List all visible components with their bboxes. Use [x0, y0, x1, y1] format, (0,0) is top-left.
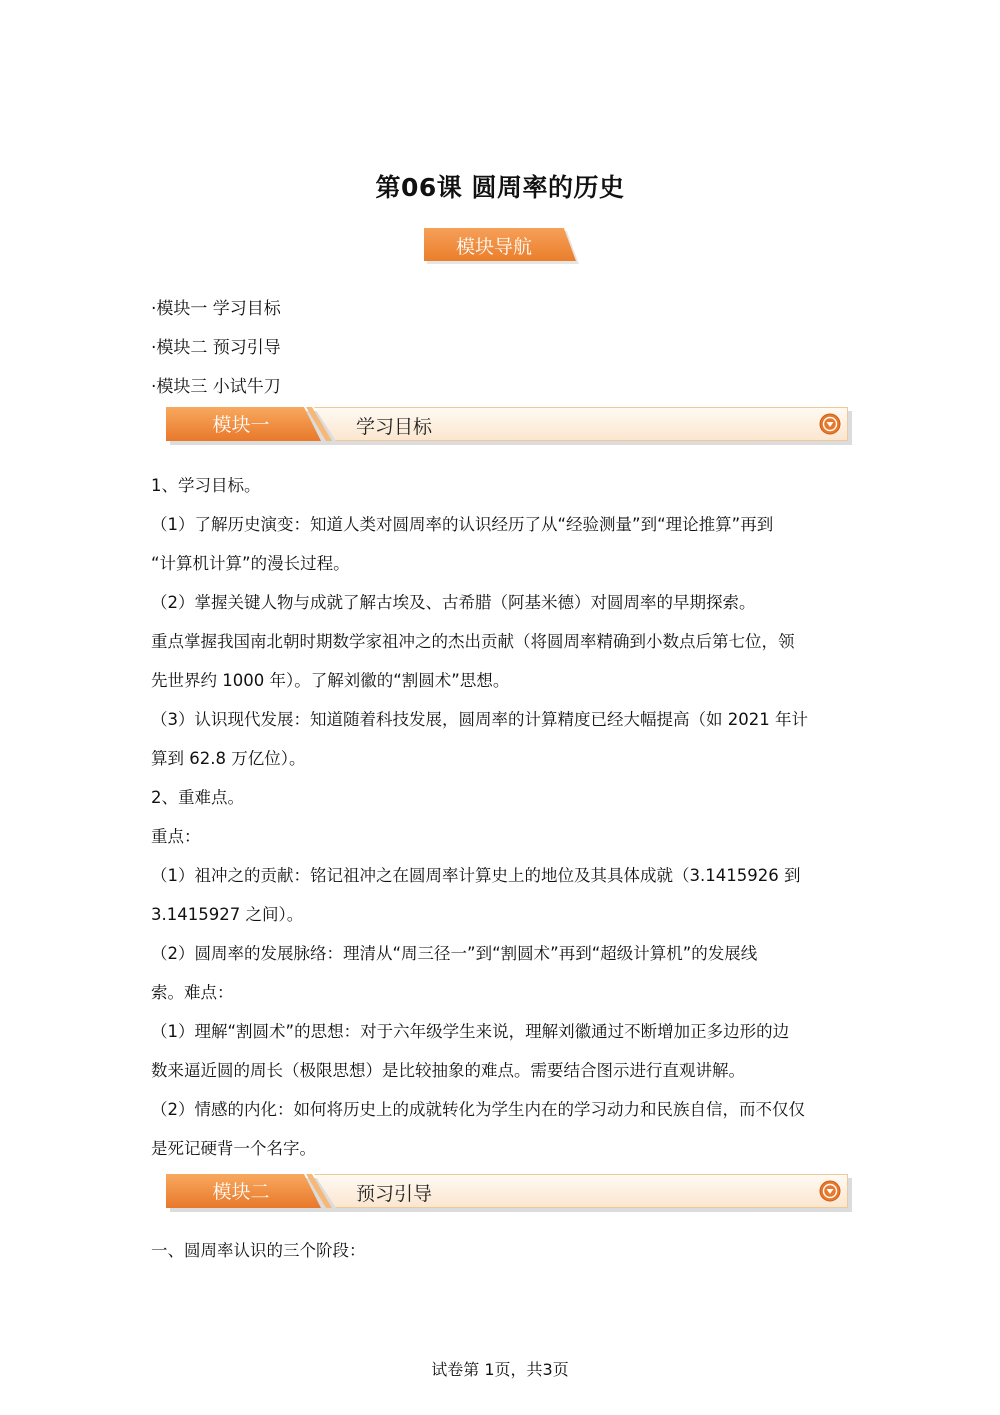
module1-title: 学习目标: [356, 416, 433, 438]
line-15: （1）理解“割圆术”的思想：对于六年级学生来说，理解刘徽通过不断增加正多边形的边: [151, 1022, 790, 1041]
module1-tag: 模块一: [212, 414, 270, 436]
line-4: （2）掌握关键人物与成就了解古埃及、古希腊（阿基米德）对圆周率的早期探索。: [151, 593, 756, 612]
dropdown-arrow-icon: [819, 1180, 841, 1202]
line-18: 是死记硬背一个名字。: [151, 1139, 316, 1158]
line-11: （1）祖冲之的贡献：铭记祖冲之在圆周率计算史上的地位及其具体成就（3.1415926 到: [151, 866, 801, 885]
line-5: 重点掌握我国南北朝时期数学家祖冲之的杰出贡献（将圆周率精确到小数点后第七位，领: [151, 632, 795, 651]
line-16: 数来逼近圆的周长（极限思想）是比较抽象的难点。需要结合图示进行直观讲解。: [151, 1061, 745, 1080]
line-13: （2）圆周率的发展脉络：理清从“周三径一”到“割圆术”再到“超级计算机”的发展线: [151, 944, 758, 963]
nav-item-module3: ·模块三 小试牛刀: [151, 377, 281, 397]
line-12: 3.1415927 之间）。: [151, 905, 304, 924]
line-1: 1、学习目标。: [151, 476, 261, 495]
line-9: 2、重难点。: [151, 788, 244, 807]
module-nav-banner: [424, 228, 576, 261]
dropdown-arrow-icon: [819, 413, 841, 435]
line-8: 算到 62.8 万亿位）。: [151, 749, 306, 768]
nav-item-module2: ·模块二 预习引导: [151, 338, 281, 358]
module2-header-bar: [166, 1174, 848, 1208]
line-14: 索。难点：: [151, 983, 234, 1002]
module-nav-label: 模块导航: [455, 236, 532, 258]
line-7: （3）认识现代发展：知道随着科技发展，圆周率的计算精度已经大幅提高（如 2021 年计: [151, 710, 808, 729]
line-6: 先世界约 1000 年）。了解刘徽的“割圆术”思想。: [151, 671, 510, 690]
nav-item-module1: ·模块一 学习目标: [151, 299, 281, 319]
page-footer: 试卷第 1页，共3页: [431, 1360, 569, 1379]
line-3: “计算机计算”的漫长过程。: [151, 554, 350, 573]
module1-header-bar: [166, 407, 848, 441]
page-title: 第06课 圆周率的历史: [375, 173, 625, 202]
module2-tag: 模块二: [212, 1181, 270, 1203]
module2-title: 预习引导: [356, 1183, 433, 1205]
line-10: 重点：: [151, 827, 201, 846]
line-17: （2）情感的内化：如何将历史上的成就转化为学生内在的学习动力和民族自信，而不仅仅: [151, 1100, 805, 1119]
section-heading: 一、圆周率认识的三个阶段：: [151, 1241, 366, 1260]
line-2: （1）了解历史演变：知道人类对圆周率的认识经历了从“经验测量”到“理论推算”再到: [151, 515, 774, 534]
